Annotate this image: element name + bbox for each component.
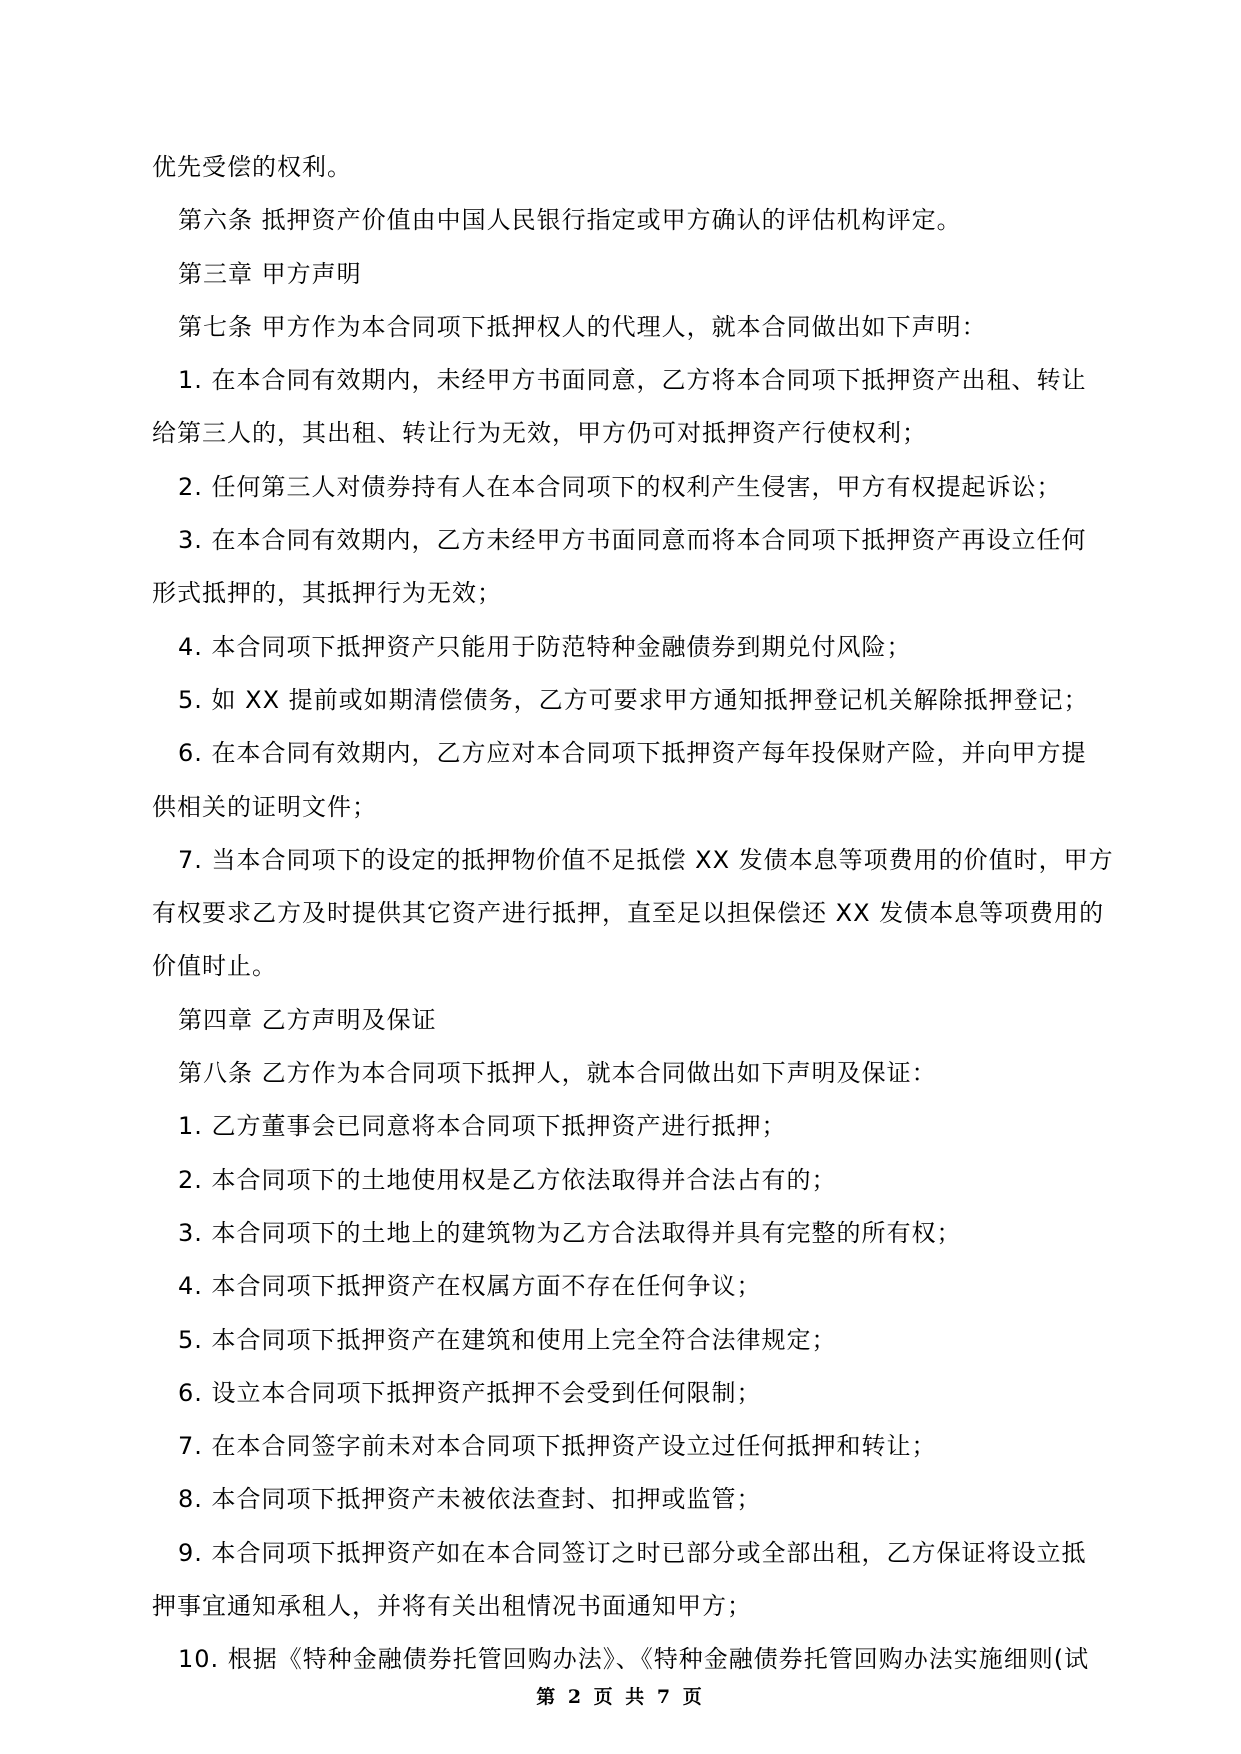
text-line: 2. 任何第三人对债券持有人在本合同项下的权利产生侵害，甲方有权提起诉讼； — [178, 472, 1062, 501]
text-line: 7. 在本合同签字前未对本合同项下抵押资产设立过任何抵押和转让； — [178, 1432, 937, 1461]
contract-body-text — [152, 150, 1114, 1696]
text-line: 有权要求乙方及时提供其它资产进行抵押，直至足以担保偿还 XX 发债本息等项费用的 — [152, 899, 1105, 928]
text-line: 供相关的证明文件； — [152, 792, 377, 821]
text-line: 1. 在本合同有效期内，未经甲方书面同意，乙方将本合同项下抵押资产出租、转让 — [178, 366, 1087, 395]
text-line: 8. 本合同项下抵押资产未被依法查封、扣押或监管； — [178, 1485, 762, 1514]
text-line: 7. 当本合同项下的设定的抵押物价值不足抵偿 XX 发债本息等项费用的价值时，甲方 — [178, 845, 1114, 874]
text-line: 1. 乙方董事会已同意将本合同项下抵押资产进行抵押； — [178, 1112, 787, 1141]
text-line: 2. 本合同项下的土地使用权是乙方依法取得并合法占有的； — [178, 1165, 837, 1194]
page-footer — [0, 1685, 1241, 1709]
text-line: 价值时止。 — [152, 952, 277, 981]
text-line: 给第三人的，其出租、转让行为无效，甲方仍可对抵押资产行使权利； — [152, 419, 927, 448]
text-line: 6. 在本合同有效期内，乙方应对本合同项下抵押资产每年投保财产险，并向甲方提 — [178, 739, 1087, 768]
text-line: 形式抵押的，其抵押行为无效； — [152, 579, 502, 608]
text-line: 10. 根据《特种金融债券托管回购办法》、《特种金融债券托管回购办法实施细则(试 — [178, 1645, 1090, 1674]
text-line: 4. 本合同项下抵押资产在权属方面不存在任何争议； — [178, 1272, 762, 1301]
text-line: 第六条 抵押资产价值由中国人民银行指定或甲方确认的评估机构评定。 — [178, 206, 962, 235]
text-line: 5. 如 XX 提前或如期清偿债务，乙方可要求甲方通知抵押登记机关解除抵押登记； — [178, 685, 1089, 714]
text-line: 优先受偿的权利。 — [152, 153, 352, 181]
text-line: 押事宜通知承租人，并将有关出租情况书面通知甲方； — [152, 1592, 752, 1621]
page-number-label: 第 2 页 共 7 页 — [536, 1686, 705, 1708]
text-line: 第八条 乙方作为本合同项下抵押人，就本合同做出如下声明及保证： — [178, 1059, 937, 1088]
chapter-heading: 第四章 乙方声明及保证 — [178, 1005, 437, 1034]
text-line: 6. 设立本合同项下抵押资产抵押不会受到任何限制； — [178, 1378, 762, 1407]
text-line: 9. 本合同项下抵押资产如在本合同签订之时已部分或全部出租，乙方保证将设立抵 — [178, 1538, 1087, 1567]
text-line: 3. 本合同项下的土地上的建筑物为乙方合法取得并具有完整的所有权； — [178, 1218, 962, 1247]
text-line: 第七条 甲方作为本合同项下抵押权人的代理人，就本合同做出如下声明： — [178, 312, 987, 341]
chapter-heading: 第三章 甲方声明 — [178, 259, 362, 288]
text-line: 4. 本合同项下抵押资产只能用于防范特种金融债券到期兑付风险； — [178, 632, 912, 661]
text-line: 5. 本合同项下抵押资产在建筑和使用上完全符合法律规定； — [178, 1325, 837, 1354]
text-line: 3. 在本合同有效期内，乙方未经甲方书面同意而将本合同项下抵押资产再设立任何 — [178, 526, 1087, 555]
